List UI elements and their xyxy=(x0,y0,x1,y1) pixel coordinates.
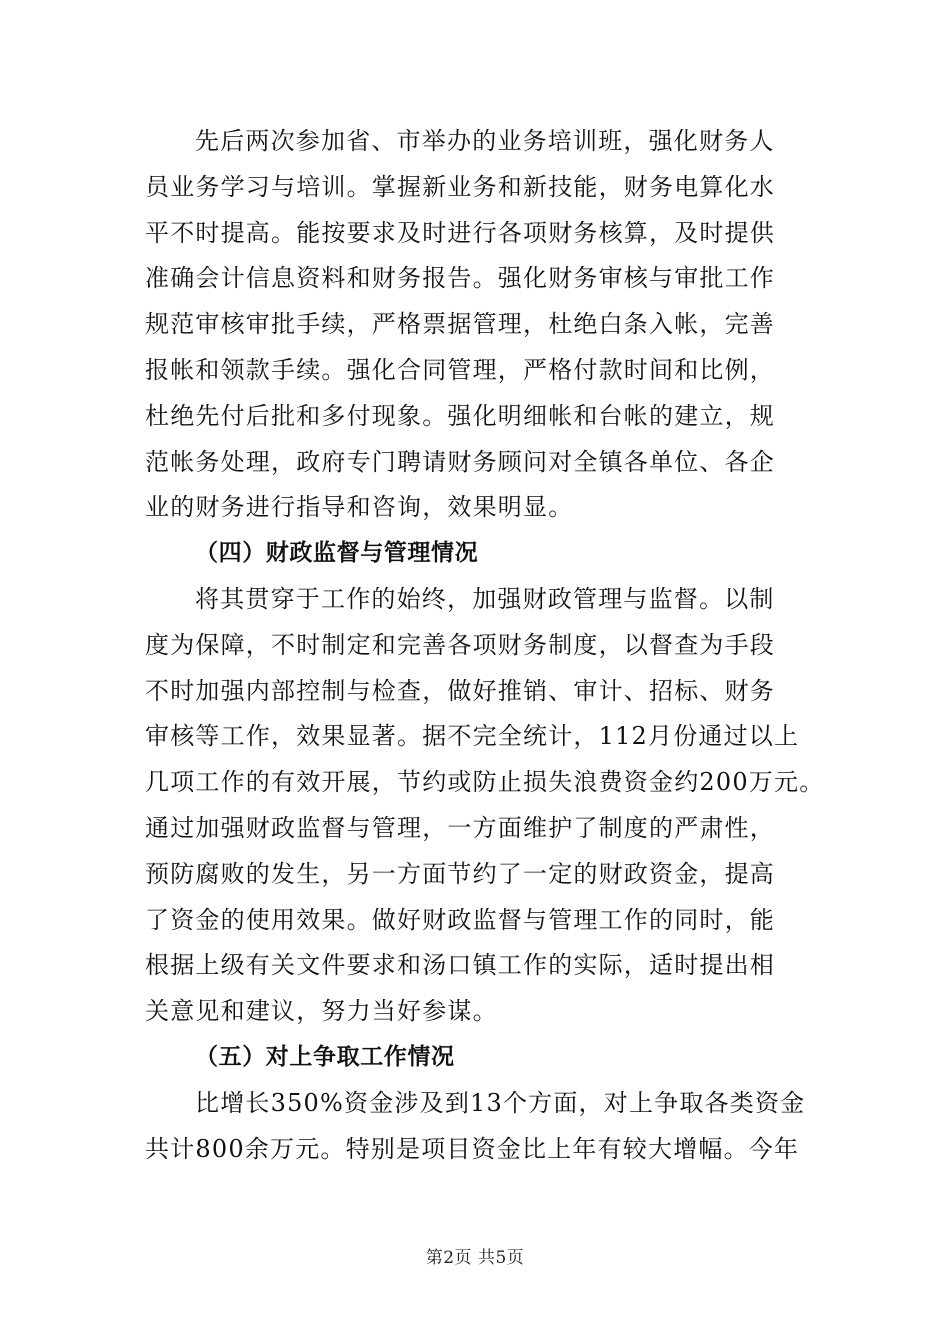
text-line: 根据上级有关文件要求和汤口镇工作的实际，适时提出相 xyxy=(145,951,775,980)
text-line: 共计800余万元。特别是项目资金比上年有较大增幅。今年 xyxy=(145,1134,800,1163)
text-line: 将其贯穿于工作的始终，加强财政管理与监督。以制 xyxy=(195,584,775,613)
paragraph-training xyxy=(145,119,825,531)
text-line: 度为保障，不时制定和完善各项财务制度，以督查为手段 xyxy=(145,630,775,659)
text-line: 预防腐败的发生，另一方面节约了一定的财政资金，提高 xyxy=(145,859,775,888)
paragraph-supervision xyxy=(145,577,825,1035)
text-line: 先后两次参加省、市举办的业务培训班，强化财务人 xyxy=(195,127,775,155)
document-body xyxy=(145,119,825,1172)
page-number-footer: 第2页 共5页 xyxy=(425,1248,525,1268)
text-line: 规范审核审批手续，严格票据管理，杜绝白条入帐，完善 xyxy=(145,310,775,339)
text-line: 几项工作的有效开展，节约或防止损失浪费资金约200万元。 xyxy=(145,768,825,797)
section-heading-supervision: （四）财政监督与管理情况 xyxy=(195,540,479,567)
text-line: 审核等工作，效果显著。据不完全统计，112月份通过以上 xyxy=(145,722,800,751)
text-line: 范帐务处理，政府专门聘请财务顾问对全镇各单位、各企 xyxy=(145,447,775,476)
text-line: 平不时提高。能按要求及时进行各项财务核算，及时提供 xyxy=(145,218,775,247)
text-line: 比增长350%资金涉及到13个方面，对上争取各类资金 xyxy=(195,1088,806,1117)
paragraph-funding xyxy=(145,1081,825,1173)
text-line: 不时加强内部控制与检查，做好推销、审计、招标、财务 xyxy=(145,676,775,705)
text-line: 报帐和领款手续。强化合同管理，严格付款时间和比例， xyxy=(145,355,775,384)
text-line: 员业务学习与培训。掌握新业务和新技能，财务电算化水 xyxy=(145,172,775,201)
text-line: 了资金的使用效果。做好财政监督与管理工作的同时，能 xyxy=(145,905,775,934)
text-line: 通过加强财政监督与管理，一方面维护了制度的严肃性， xyxy=(145,813,775,842)
section-heading-funding: （五）对上争取工作情况 xyxy=(195,1043,455,1070)
text-line: 准确会计信息资料和财务报告。强化财务审核与审批工作 xyxy=(145,264,775,293)
text-line: 业的财务进行指导和咨询，效果明显。 xyxy=(145,493,574,522)
text-line: 杜绝先付后批和多付现象。强化明细帐和台帐的建立，规 xyxy=(145,401,775,430)
text-line: 关意见和建议，努力当好参谋。 xyxy=(145,997,498,1026)
